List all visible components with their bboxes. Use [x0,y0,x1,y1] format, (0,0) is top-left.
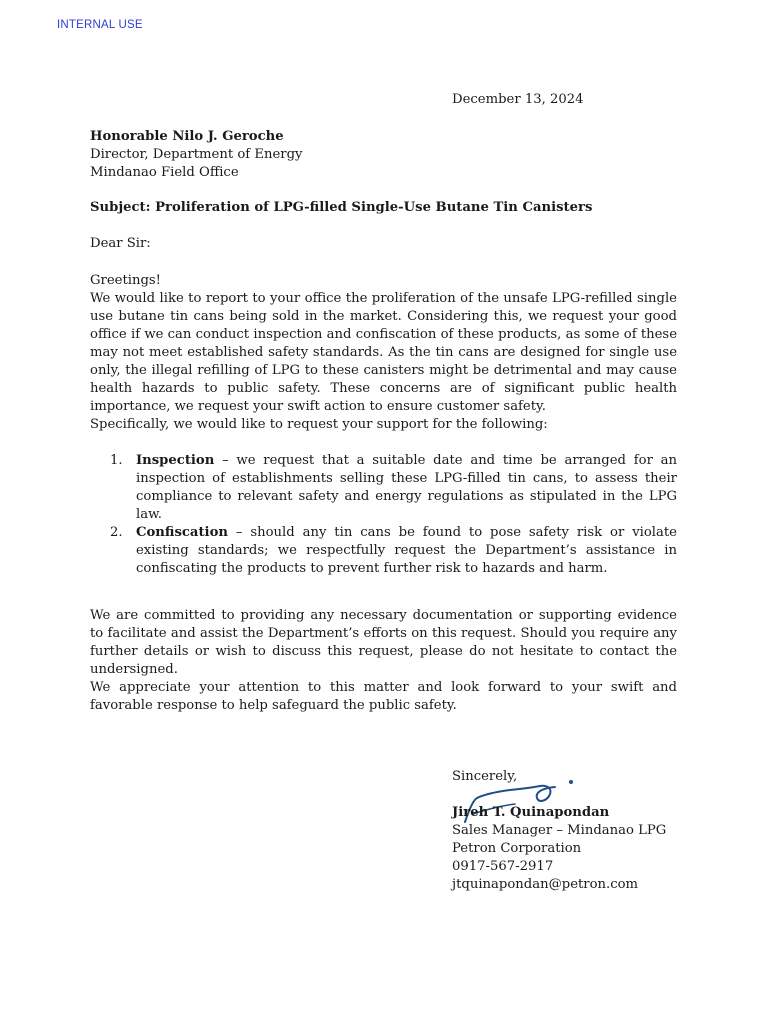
signer-title: Sales Manager – Mindanao LPG [452,823,667,838]
classification-label: INTERNAL USE [57,19,143,31]
body-paragraph-appreciation: We appreciate your attention to this matter and look forward to your swift and favorable response to help safeguard the public safety. [90,680,677,713]
signer-company: Petron Corporation [452,841,582,856]
salutation: Dear Sir: [90,236,151,251]
request-confiscation [110,524,677,578]
list-number: 1. [110,453,123,468]
request-heading: Inspection [136,453,215,468]
recipient-name: Honorable Nilo J. Geroche [90,129,284,144]
request-heading: Confiscation [136,525,228,540]
recipient-office: Mindanao Field Office [90,165,239,180]
request-text: – should any tin cans be found to pose safety risk or violate existing standards; we respectfully request the Department’s assistance in confiscating the products to prevent further risk to hazards and harm. [136,525,677,576]
signer-phone: 0917-567-2917 [452,859,554,874]
closing: Sincerely, [452,769,518,784]
body-paragraph-commitment: We are committed to providing any necessary documentation or supporting evidence to facilitate and assist the Department’s efforts on this request. Should you require any further details or wish to discuss this request, please do not hesitate to contact the undersigned. [90,608,677,677]
request-list-item [110,524,677,578]
signer-email: jtquinapondan@petron.com [452,877,639,892]
letter-date: December 13, 2024 [452,92,584,107]
greeting-block [90,272,677,416]
recipient-block [90,128,302,182]
signer-name: Jireh T. Quinapondan [452,805,610,820]
recipient-title: Director, Department of Energy [90,147,303,162]
letter-subject: Subject: Proliferation of LPG-filled Single-Use Butane Tin Canisters [90,200,593,215]
signer-block [452,804,666,894]
request-inspection [110,452,677,524]
request-text: – we request that a suitable date and time be arranged for an inspection of establishments selling these LPG-filled tin cans, to assess their compliance to relevant safety and energy regulations as stipulated in the LPG law. [136,453,677,522]
request-list-item [110,452,677,524]
greeting: Greetings! [90,273,161,288]
body-paragraph-report: We would like to report to your office the proliferation of the unsafe LPG-refilled single use butane tin cans being sold in the market. Considering this, we request your good office if we can conduct inspection and confiscation of these products, as some of these may not meet established safety standards. As the tin cans are designed for single use only, the illegal refilling of LPG to these canisters might be detrimental and may cause health hazards to public safety. These concerns are of significant public health importance, we request your swift action to ensure customer safety. [90,291,677,414]
signature-dot [569,780,573,784]
list-number: 2. [110,525,123,540]
request-intro: Specifically, we would like to request your support for the following: [90,417,548,432]
